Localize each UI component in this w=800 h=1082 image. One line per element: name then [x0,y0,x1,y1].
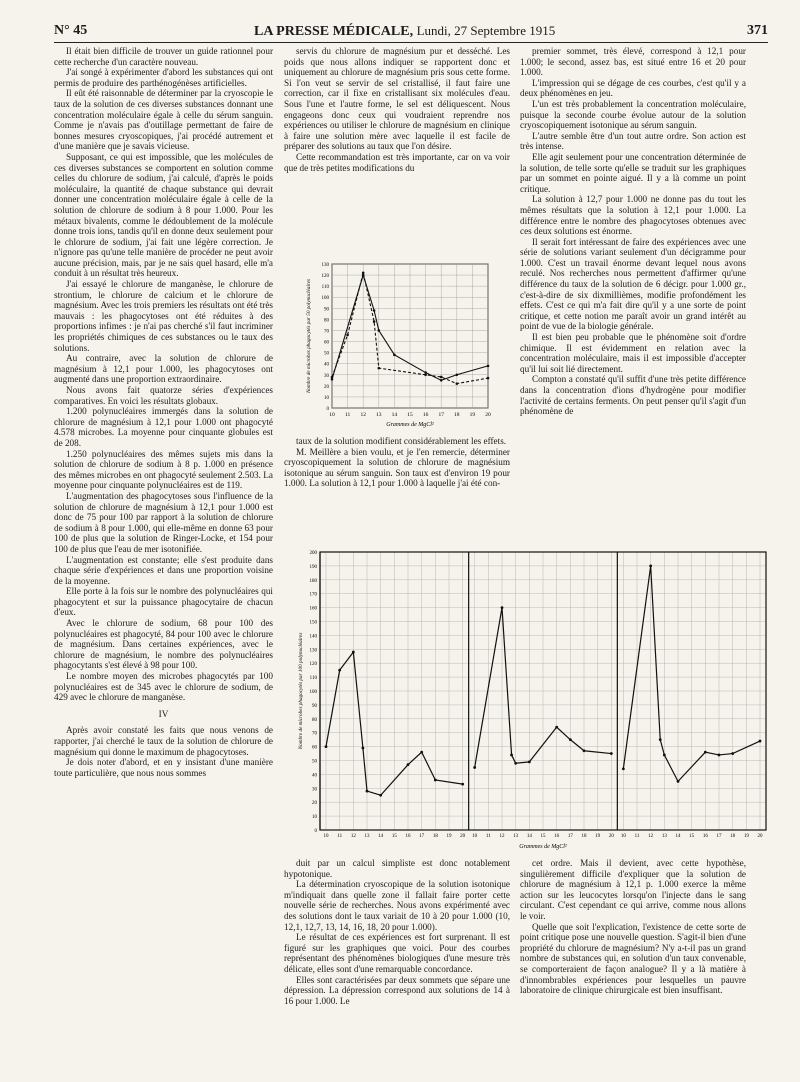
x-tick-label: 15 [689,834,695,839]
x-tick-label: 15 [407,412,413,418]
paragraph: Elle porte à la fois sur le nombre des polynucléaires qui phagocytent et sur la puissance phagocytaire de chacun d'eux. [54,586,273,618]
x-tick-label: 14 [378,834,384,839]
paragraph: cet ordre. Mais il devient, avec cette hypothèse, singulièrement difficile d'expliquer que la solution de chlorure de magnésium à 12,1 p. 1.000 exerce la même action sur les leucocytes lorsqu'on l'injecte dans le sang circulant. C'est cependant ce qui arrive, comme nous allons le voir. [520,858,746,921]
x-tick-label: 18 [432,834,438,839]
paragraph: Je dois noter d'abord, et en y insistant d'une manière toute particulière, que nous nous sommes [54,757,273,778]
paragraph: Le nombre moyen des microbes phagocytés par 100 polynucléaires est de 345 avec le chlorure de sodium, de 429 avec le chlorure de manganèse. [54,671,273,703]
paragraph: premier sommet, très élevé, correspond à 12,1 pour 1.000; le second, assez bas, est situé entre 16 et 20 pour 1.000. [520,46,746,78]
data-point [378,367,381,370]
section-number: IV [158,708,169,719]
journal-title: LA PRESSE MÉDICALE, Lundi, 27 Septembre 1915 [254,23,556,39]
x-tick-label: 18 [581,834,587,839]
data-point [610,752,613,755]
data-point [659,738,662,741]
data-point [424,371,427,374]
x-tick-label: 20 [608,834,614,839]
y-tick-label: 130 [321,263,329,268]
y-tick-label: 50 [324,351,329,357]
y-tick-label: 100 [321,296,329,302]
data-point [456,373,459,376]
y-tick-label: 170 [309,592,317,598]
paragraph: Il serait fort intéressant de faire des expériences avec une série de solutions variant seulement d'un décigramme pour 1.000. C'est un travail énorme devant lequel nous avons reculé. Nos recherches nous permettent d'affirmer qu'une différence du taux de la solution de 6 décigr. pour 1.000 gr., c'est-à-dire de six dixmillièmes, modifie profondément les effets. C'est ce qui m'a fait dire qu'il y a une sorte de point critique, et cette notion me paraît avoir un grand intérêt au point de vue de la biologie générale. [520,236,746,332]
x-tick-label: 14 [526,834,532,839]
y-tick-label: 120 [309,662,317,668]
data-point [393,354,396,357]
y-axis-label: Nombre de microbes phagocytés par 100 polynucléaires [298,632,304,750]
column-2-bottom [284,858,510,1052]
x-tick-label: 17 [419,834,425,839]
chart-1 [292,256,506,432]
x-tick-label: 11 [485,834,491,839]
x-tick-label: 20 [460,834,466,839]
column-2-mid [284,436,510,542]
y-tick-label: 40 [324,362,329,368]
y-tick-label: 10 [324,395,329,401]
data-point [362,747,365,750]
y-tick-label: 90 [312,703,317,709]
data-point [373,309,376,312]
y-tick-label: 40 [312,773,317,779]
data-point [718,754,721,757]
data-point [338,669,341,672]
y-tick-label: 30 [324,373,329,379]
paragraph: Supposant, ce qui est impossible, que les molécules de ces diverses substances se comportent en solution comme celles du chlorure de sodium, j'ai calculé, d'après le poids moléculaire, la quantité de chaque substance qui devrait donner une concentration moléculaire égale à celle de la solution de chlorure de sodium à 8 pour 1.000. Pour les métaux bivalents, comme le dédoublement de la molécule donne trois ions, tandis qu'il en donne deux seulement pour le chlorure de sodium, j'ai fait une légère correction. Je n'ignore pas qu'une telle manière de procéder ne peut avoir aucune précision, mais, par je ne sais quel hasard, elle m'a conduit à un résultat très heureux. [54,151,273,279]
x-tick-label: 13 [364,834,370,839]
paragraph: La détermination cryoscopique de la solution isotonique m'indiquait dans quelle zone il fallait faire porter cette nouvelle série de recherches. Nous avons expérimenté avec des solutions dont le taux variait de 10 à 20 pour 1.000 (10, 12,1, 12,7, 13, 14, 16, 18, 20 pour 1.000). [284,879,510,932]
data-point [424,373,427,376]
y-tick-label: 110 [321,285,329,291]
x-tick-label: 11 [337,834,343,839]
paragraph: L'impression qui se dégage de ces courbes, c'est qu'il y a deux phénomènes en jeu. [520,77,746,99]
chart-2 [290,548,768,856]
data-point [649,565,652,568]
x-axis-label: Grammes de MgCl² [519,844,567,850]
y-tick-label: 60 [324,340,329,346]
paragraph: Après avoir constaté les faits que nous venons de rapporter, j'ai cherché le taux de la solution de chlorure de magnésium qui donne le maximum de phagocytoses. [54,725,273,757]
data-point [510,754,513,757]
data-point [514,762,517,765]
data-point [731,752,734,755]
y-tick-label: 70 [324,329,329,335]
y-tick-label: 190 [309,564,317,570]
paragraph: Il est bien peu probable que le phénomène soit d'ordre chimique. Il est évidemment en relation avec la concentration moléculaire, mais il est impossible d'accepter qu'il lui soit lié directement. [520,332,746,374]
paragraph: L'autre semble être d'un tout autre ordre. Son action est très intense. [520,130,746,152]
data-point [378,329,381,332]
x-tick-label: 12 [499,834,505,839]
data-point [583,749,586,752]
paragraph: Elle agit seulement pour une concentration déterminée de la solution, de telle sorte qu'elle se traduit sur les graphiques par un sommet en pointe aigué. Il y a là comme un point critique. [520,151,746,194]
data-point [663,754,666,757]
data-point [487,365,490,368]
y-axis-label: Nombre de microbes phagocytés par 50 polynucléaires [306,278,312,394]
paragraph: La solution à 12,7 pour 1.000 ne donne pas du tout les mêmes résultats que la solution à 12,1 pour 1.000. La différence entre le nombre des phagocytoses obtenues avec ces deux solutions est énorme. [520,194,746,237]
x-tick-label: 19 [469,412,476,418]
data-point [346,334,349,337]
paragraph: Le résultat de ces expériences est fort surprenant. Il est figuré sur les graphiques que voici. Pour des courbes représentant des phénomènes biologiques d'une mesure très délicate, elles sont d'une remarquable concordance. [284,932,510,974]
data-point [352,651,355,654]
data-point [362,272,365,275]
data-point [373,320,376,323]
paragraph: Nous avons fait quatorze séries d'expériences comparatives. En voici les résultats globaux. [54,385,273,406]
x-tick-label: 17 [716,834,722,839]
data-point [569,738,572,741]
y-tick-label: 200 [309,551,317,556]
x-tick-label: 18 [730,834,736,839]
paragraph: L'un est très probablement la concentration moléculaire, puisque la seconde courbe évolue autour de la solution cryoscopiquement isotonique au sérum sanguin. [520,98,746,131]
paragraph: taux de la solution modifient considérablement les effets. [296,436,507,446]
paragraph: 1.200 polynucléaires immergés dans la solution de chlorure de magnésium à 12,1 pour 1.000 ont phagocyté 4.578 microbes. La moyenne pour cinquante globules est de 208. [54,406,273,448]
x-tick-label: 17 [567,834,573,839]
paragraph: Quelle que soit l'explication, l'existence de cette sorte de point critique pose une nouvelle question. S'agit-il bien d'une propriété du chlorure de magnésium? N'y a-t-il pas un grand nombre de substances qui, en solution d'un taux convenable, se comporteraient de façon analogue? Il y a là matière à d'innombrables expériences pour lesquelles un pauvre laboratoire de clinique chirurgicale est bien insuffisant. [520,921,746,996]
paragraph: Il était bien difficile de trouver un guide rationnel pour cette recherche d'un caractère nouveau. [54,46,273,67]
y-tick-label: 80 [312,717,317,723]
x-tick-label: 18 [454,412,460,418]
x-tick-label: 16 [702,834,708,839]
x-tick-label: 19 [595,834,601,839]
x-tick-label: 16 [405,834,411,839]
data-point [331,378,334,381]
y-tick-label: 60 [312,745,317,751]
x-tick-label: 19 [446,834,452,839]
paragraph: L'augmentation des phagocytoses sous l'influence de la solution de chlorure de magnésium à 12,1 pour 1.000 est donc de 75 pour 100 par rapport à la solution de chlorure de sodium à 8 pour 1.000, qui elle-même en donne 63 pour 100 de plus que la solution de Ringer-Locke, et 154 pour 100 de plus que l'eau de mer isotonifiée. [54,490,273,554]
data-point [704,751,707,754]
data-point [440,376,443,379]
paragraph: Au contraire, avec la solution de chlorure de magnésium à 12,1 pour 1.000, les phagocytoses ont augmenté dans une proportion extraordinaire. [54,353,273,385]
data-point [677,780,680,783]
page-number: 371 [747,23,768,38]
data-point [331,376,334,379]
data-point [325,745,328,748]
y-tick-label: 30 [312,787,317,793]
x-tick-label: 13 [513,834,519,839]
x-tick-label: 11 [634,834,640,839]
x-tick-label: 10 [620,834,626,839]
paragraph: Compton a constaté qu'il suffit d'une très petite différence dans la concentration d'ions d'hydrogène pour modifier l'activité de certains ferments. On peut penser qu'il s'agit d'un phénomène de [520,374,746,417]
paragraph: Elles sont caractérisées par deux sommets que sépare une dépression. La dépression correspond aux solutions de 14 à 16 pour 1.000. Le [284,974,510,1006]
x-tick-label: 20 [485,412,491,418]
column-3-bottom [520,858,746,1052]
x-tick-label: 15 [540,834,546,839]
data-point [622,767,625,770]
y-tick-label: 0 [314,829,317,834]
x-tick-label: 10 [323,834,329,839]
y-tick-label: 100 [309,690,317,695]
data-point [528,760,531,763]
x-tick-label: 12 [648,834,654,839]
column-1 [54,46,273,1046]
data-point [366,790,369,793]
x-tick-label: 13 [376,412,382,418]
x-tick-label: 13 [661,834,667,839]
x-tick-label: 14 [675,834,681,839]
column-3-top [520,46,746,542]
paragraph: M. Meillère a bien voulu, et je l'en remercie, déterminer cryoscopiquement la solution de chlorure de magnésium isotonique au sérum sanguin. Son taux est d'environ 19 pour 1.000. La solution à 12,1 pour 1.000 à laquelle j'ai été con- [284,446,510,489]
paragraph: servis du chlorure de magnésium pur et desséché. Les poids que nous allons indiquer se rapportent donc et uniquement au chlorure de magnésium pris sous cette forme. Si l'on veut se servir de sel cristallisé, il faut faire une correction, car il fixe en cristallisant six molécules d'eau. Sous l'une et l'autre forme, le sel est déliquescent. Nous engageons donc ceux qui voudraient reprendre nos expériences ou utiliser le chlorure de magnésium en clinique à faire une solution mère avec laquelle il est facile de préparer des solutions au taux que l'on désire. [284,46,510,152]
page-header [54,20,768,43]
y-tick-label: 120 [321,274,329,280]
paragraph: J'ai essayé le chlorure de manganèse, le chlorure de strontium, le chlorure de calcium et le chlorure de magnésium. Avec les trois premiers les résultats ont été très mauvais : les phagocytoses ont été réduites à des proportions infimes : je n'ai pas cherché s'il faut incriminer les propriétés chimiques de ces substances ou le taux des solutions. [54,279,273,353]
data-point [434,779,437,782]
x-tick-label: 10 [472,834,478,839]
x-tick-label: 12 [360,412,366,418]
y-tick-label: 180 [309,578,317,584]
y-tick-label: 10 [312,815,317,821]
x-tick-label: 20 [757,834,763,839]
y-tick-label: 50 [312,759,317,765]
y-tick-label: 150 [309,620,317,626]
data-point [420,751,423,754]
x-tick-label: 14 [391,412,398,418]
column-2-top [284,46,510,256]
data-point [473,766,476,769]
data-point [501,606,504,609]
y-tick-label: 110 [309,676,317,682]
issue-number: N° 45 [54,23,88,38]
y-tick-label: 140 [309,634,317,640]
x-tick-label: 16 [554,834,560,839]
y-tick-label: 160 [309,606,317,612]
data-point [487,377,490,380]
paragraph: Il eût été raisonnable de déterminer par la cryoscopie le taux de la solution de ces diverses substances donnant une concentration moléculaire égale à celle du sérum sanguin. Comme je n'avais pas d'outillage permettant de faire de bonnes mesures cryoscopiques, j'ai procédé autrement et d'une manière que je savais vicieuse. [54,88,273,152]
x-tick-label: 16 [422,412,429,418]
paragraph: Cette recommandation est très importante, car on va voir que de très petites modifications du [284,151,510,173]
y-tick-label: 80 [324,318,329,324]
data-point [379,794,382,797]
paragraph: J'ai songé à expérimenter d'abord les substances qui ont permis de produire des parthénogénèses artificielles. [54,67,273,88]
paragraph: 1.250 polynucléaires des mêmes sujets mis dans la solution de chlorure de sodium à 8 p. 1.000 en présence des mêmes microbes en ont phagocyté seulement 2.503. La moyenne pour cinquante polynucléaires est de 119. [54,448,273,491]
paragraph: L'augmentation est constante; elle s'est produite dans chaque série d'expériences et dans une proportion voisine de la moyenne. [54,554,273,586]
x-tick-label: 11 [344,412,351,418]
y-tick-label: 90 [324,307,329,313]
x-tick-label: 19 [743,834,749,839]
data-point [440,379,443,382]
data-point [461,783,464,786]
data-point [456,382,459,385]
x-tick-label: 10 [329,412,335,418]
x-tick-label: 12 [350,834,356,839]
data-point [407,763,410,766]
x-tick-label: 15 [391,834,397,839]
data-point [759,740,762,743]
x-tick-label: 17 [438,412,444,418]
y-tick-label: 130 [309,648,317,654]
y-tick-label: 20 [324,384,329,390]
y-tick-label: 70 [312,731,317,737]
y-tick-label: 20 [312,801,317,807]
paragraph: Avec le chlorure de sodium, 68 pour 100 des polynucléaires est phagocyté, 84 pour 100 avec le chlorure de magnésium. Dans certaines expériences, avec le chlorure de magnésium, le nombre des polynucléaires phagocytants s'est élevé à 98 pour 100. [54,618,273,671]
paragraph: duit par un calcul simpliste est donc notablement hypotonique. [284,858,510,879]
y-tick-label: 0 [326,407,329,412]
data-point [555,726,558,729]
x-axis-label: Grammes de MgCl² [386,422,434,428]
